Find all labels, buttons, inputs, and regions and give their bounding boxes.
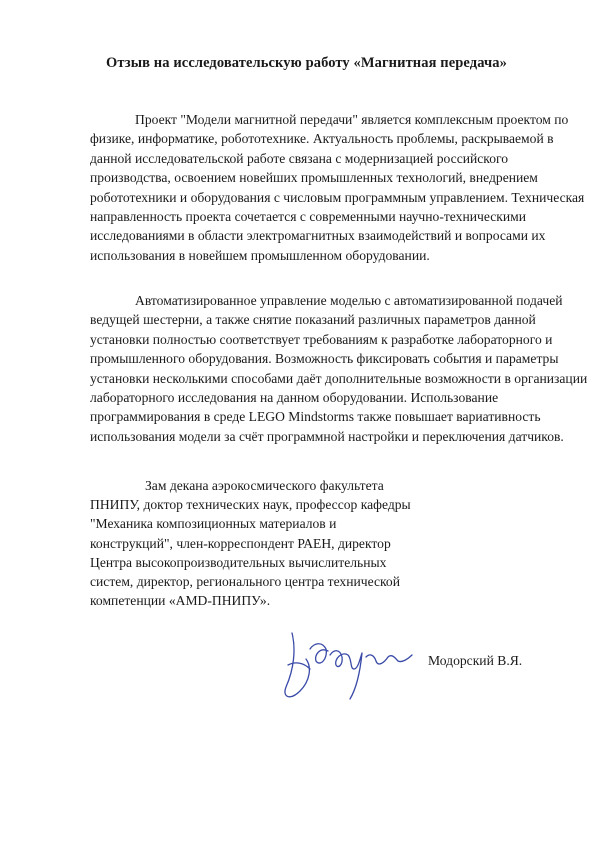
- signatory-name: Модорский В.Я.: [428, 653, 523, 668]
- signatory-line: "Механика композиционных материалов и: [90, 516, 337, 532]
- paragraph-project-relevance: Проект "Модели магнитной передачи" является комплексным проектом по физике, информатике, робототехнике. Актуальность проблемы, раскрываемой в данной исследовательской работе связана с модернизацией российского производства, освоением новейших промышленных технологий, внедрением робототехники и оборудования с числовым программным управлением. Техническая направленность проекта сочетается с современными научно-техническими исследованиями в области электромагнитных взаимодействий и вопросами их использования в новейшем промышленном оборудовании.: [90, 112, 585, 263]
- signatory-line: компетенции «AMD-ПНИПУ».: [90, 593, 271, 609]
- signatory-line: конструкций", член-корреспондент РАЕН, директор: [90, 535, 391, 551]
- paragraph-automation: Автоматизированное управление моделью с автоматизированной подачей ведущей шестерни, а также снятие показаний различных параметров данной установки полностью соответствует требованиям к разработке лабораторного и промышленного оборудования. Возможность фиксировать события и параметры установки несколькими способами даёт дополнительные возможности в организации лабораторного исследования на данном оборудовании. Использование программирования в среде LEGO Mindstorms также повышает вариативность использования модели за счёт программной настройки и переключения датчиков.: [90, 293, 588, 444]
- handwritten-signature: [270, 625, 420, 705]
- signatory-credentials: [90, 476, 570, 610]
- signatory-line: Зам декана аэрокосмического факультета: [145, 478, 384, 493]
- document-title: Отзыв на исследовательскую работу «Магнитная передача»: [106, 55, 507, 71]
- signatory-line: Центра высокопроизводительных вычислительных: [90, 554, 387, 570]
- signatory-line: систем, директор, регионального центра технической: [90, 574, 400, 590]
- signatory-line: ПНИПУ, доктор технических наук, профессор кафедры: [90, 497, 411, 513]
